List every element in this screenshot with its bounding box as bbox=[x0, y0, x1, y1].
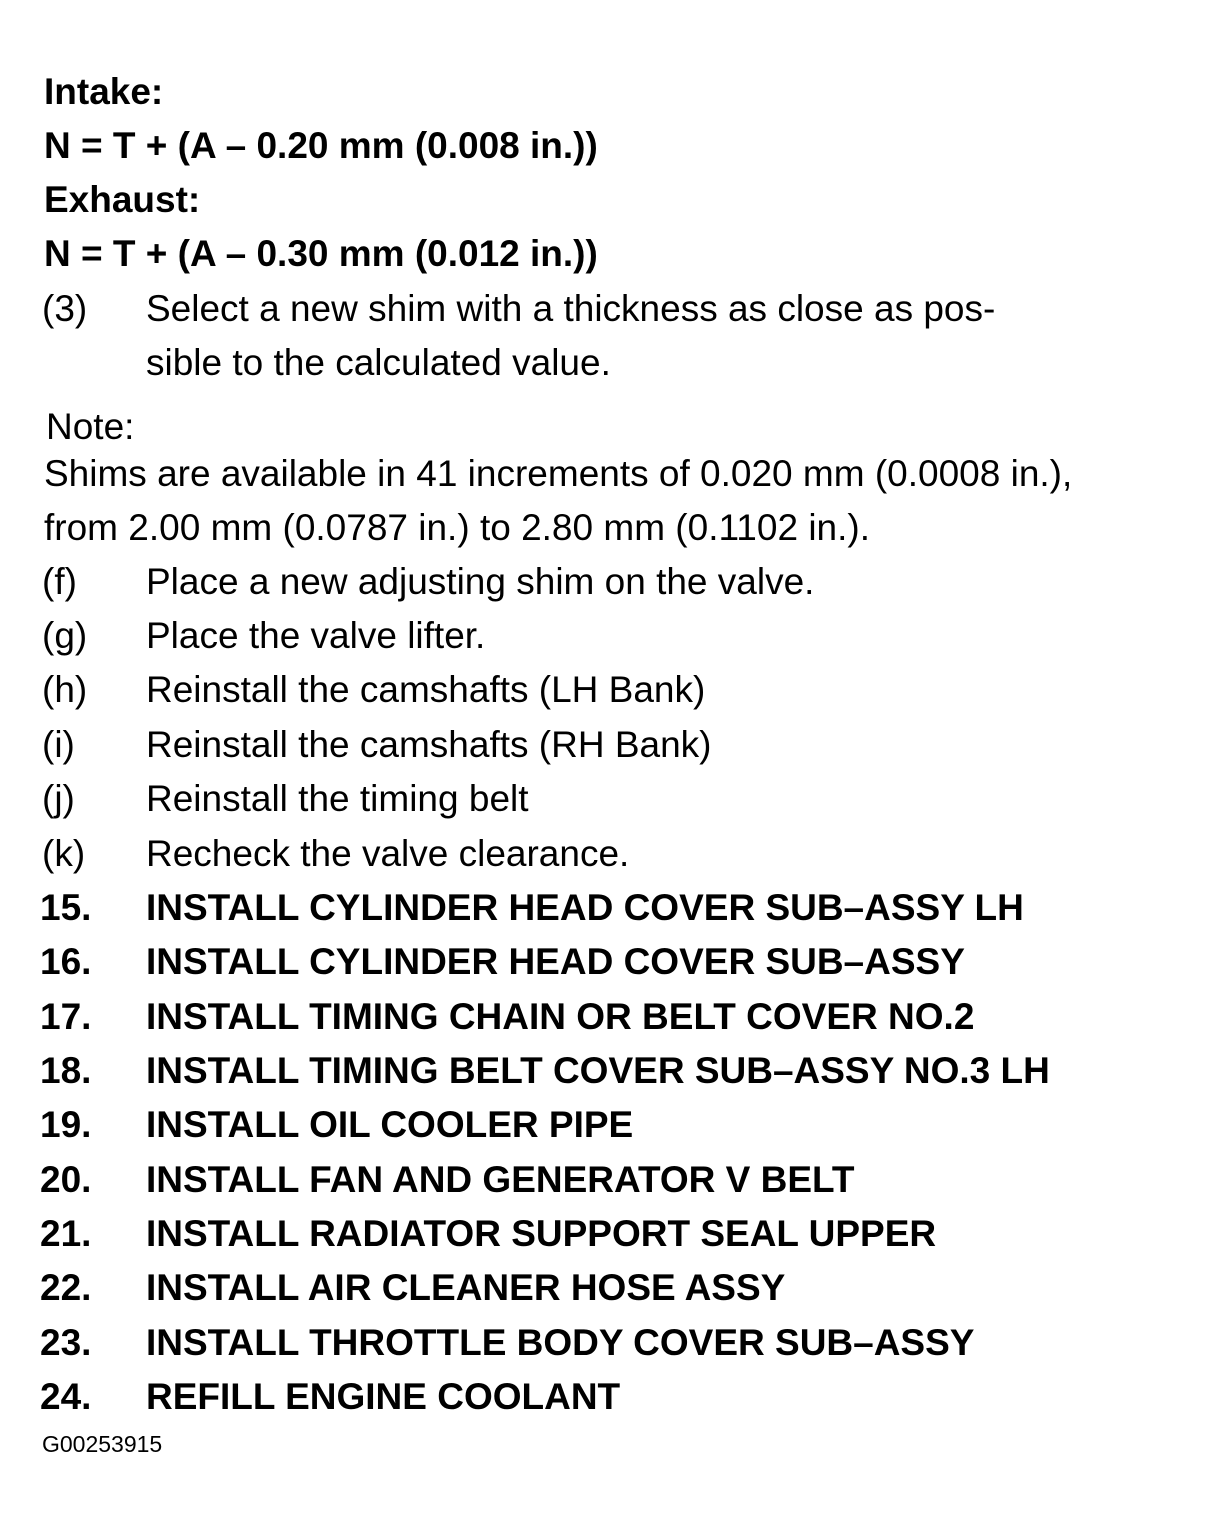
substep-label: (k) bbox=[42, 833, 86, 874]
step-title: INSTALL TIMING CHAIN OR BELT COVER NO.2 bbox=[146, 996, 975, 1037]
substep-label: (j) bbox=[42, 778, 75, 819]
select-shim-step-label: (3) bbox=[42, 288, 88, 329]
substep-text: Reinstall the timing belt bbox=[146, 778, 529, 819]
substep-label: (i) bbox=[42, 724, 75, 765]
substep-text: Reinstall the camshafts (LH Bank) bbox=[146, 669, 706, 710]
step-number: 16. bbox=[40, 941, 92, 982]
exhaust-label: Exhaust: bbox=[44, 179, 201, 220]
figure-id: G00253915 bbox=[42, 1431, 163, 1457]
step-title: INSTALL FAN AND GENERATOR V BELT bbox=[146, 1159, 855, 1200]
note-line2: from 2.00 mm (0.0787 in.) to 2.80 mm (0.1102 in.). bbox=[44, 507, 870, 548]
step-number: 24. bbox=[40, 1376, 92, 1417]
select-shim-step-line1: Select a new shim with a thickness as close as pos- bbox=[146, 288, 996, 329]
step-number: 17. bbox=[40, 996, 92, 1037]
note-line1: Shims are available in 41 increments of 0.020 mm (0.0008 in.), bbox=[44, 453, 1073, 494]
substep-text: Place a new adjusting shim on the valve. bbox=[146, 561, 815, 602]
substep-text: Recheck the valve clearance. bbox=[146, 833, 630, 874]
step-number: 21. bbox=[40, 1213, 92, 1254]
step-title: INSTALL TIMING BELT COVER SUB–ASSY NO.3 LH bbox=[146, 1050, 1050, 1091]
step-title: INSTALL CYLINDER HEAD COVER SUB–ASSY LH bbox=[146, 887, 1024, 928]
step-number: 18. bbox=[40, 1050, 92, 1091]
exhaust-formula: N = T + (A – 0.30 mm (0.012 in.)) bbox=[44, 233, 598, 274]
substep-label: (h) bbox=[42, 669, 88, 710]
select-shim-step-line2: sible to the calculated value. bbox=[146, 342, 611, 383]
substep-text: Reinstall the camshafts (RH Bank) bbox=[146, 724, 712, 765]
note-label: Note: bbox=[46, 406, 135, 447]
step-title: INSTALL RADIATOR SUPPORT SEAL UPPER bbox=[146, 1213, 937, 1254]
substep-label: (g) bbox=[42, 615, 88, 656]
step-title: INSTALL AIR CLEANER HOSE ASSY bbox=[146, 1267, 786, 1308]
step-number: 20. bbox=[40, 1159, 92, 1200]
step-title: REFILL ENGINE COOLANT bbox=[146, 1376, 621, 1417]
substep-text: Place the valve lifter. bbox=[146, 615, 486, 656]
step-number: 23. bbox=[40, 1322, 92, 1363]
intake-formula: N = T + (A – 0.20 mm (0.008 in.)) bbox=[44, 125, 598, 166]
step-title: INSTALL OIL COOLER PIPE bbox=[146, 1104, 634, 1145]
step-number: 19. bbox=[40, 1104, 92, 1145]
step-title: INSTALL CYLINDER HEAD COVER SUB–ASSY bbox=[146, 941, 965, 982]
intake-label: Intake: bbox=[44, 71, 164, 112]
substep-label: (f) bbox=[42, 561, 77, 602]
step-title: INSTALL THROTTLE BODY COVER SUB–ASSY bbox=[146, 1322, 975, 1363]
step-number: 15. bbox=[40, 887, 92, 928]
step-number: 22. bbox=[40, 1267, 92, 1308]
